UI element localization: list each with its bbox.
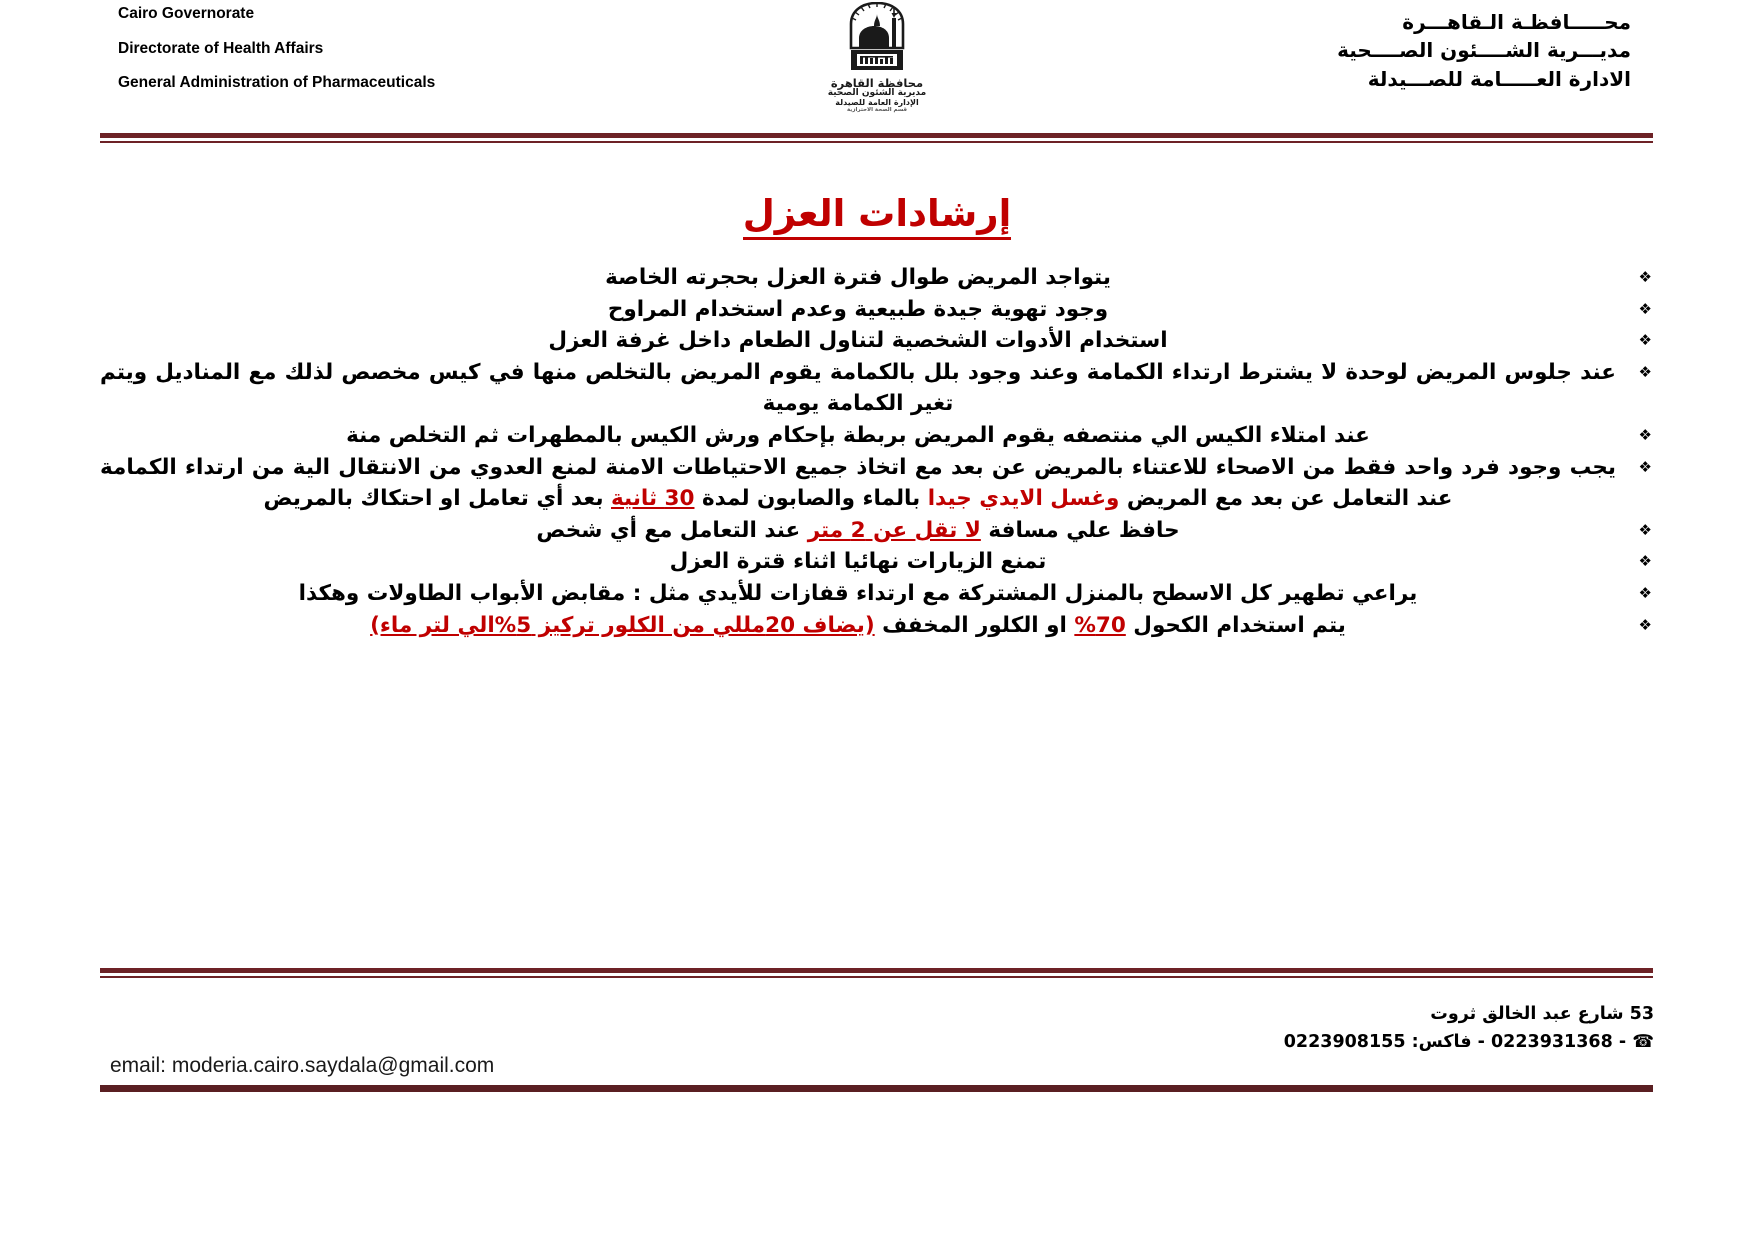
bullet-marker-icon: ❖ — [1638, 552, 1652, 571]
page-bottom-rule — [100, 1085, 1653, 1092]
bullet-marker-icon: ❖ — [1638, 520, 1652, 539]
instruction-run: او الكلور المخفف — [874, 612, 1075, 638]
instruction-run: بالماء والصابون لمدة — [694, 486, 928, 512]
emblem-caption-line-1: محافظة القاهرة — [830, 76, 924, 90]
header-ar-line-1: محـــــافظـة الـقاهـــرة — [1402, 10, 1631, 34]
cairo-governorate-emblem-icon — [782, 2, 972, 130]
instruction-run: وجود تهوية جيدة طبيعية وعدم استخدام المراوح — [607, 296, 1109, 322]
footer-contact-block — [1284, 1000, 1654, 1056]
instruction-item — [100, 515, 1654, 547]
header-arabic-block — [1011, 8, 1631, 93]
footer-divider-thin — [100, 976, 1653, 978]
instructions-list — [100, 262, 1654, 641]
header-english-block — [118, 6, 658, 110]
bullet-marker-icon: ❖ — [1638, 425, 1652, 444]
footer-phone: ☎ - 0223931368 - فاكس: 0223908155 — [1283, 1032, 1654, 1052]
instruction-text — [605, 265, 1111, 290]
instruction-text — [608, 297, 1108, 322]
instruction-run: عند جلوس المريض لوحدة لا يشترط ارتداء الكمامة وعند وجود بلل بالكمامة يقوم المريض بالتخلص منها في كيس مخصص لذلك مع المناديل ويتم تغير الكمامة يومية — [100, 359, 1616, 417]
header-en-line-3: General Administration of Pharmaceuticals — [118, 74, 436, 91]
header-en-line-1: Cairo Governorate — [118, 5, 255, 22]
page-title-text: إرشادات العزل — [743, 194, 1012, 240]
bullet-marker-icon: ❖ — [1638, 362, 1652, 381]
instruction-highlight: لا تقل عن 2 متر — [807, 517, 981, 543]
instruction-highlight: وغسل الايدي جيدا — [927, 486, 1120, 512]
instruction-item — [100, 262, 1654, 294]
instruction-item — [100, 357, 1654, 420]
footer-address: 53 شارع عبد الخالق ثروت — [1430, 1004, 1654, 1024]
bullet-marker-icon: ❖ — [1638, 583, 1652, 602]
footer-divider-thick — [100, 968, 1653, 973]
instruction-run: تمنع الزيارات نهائيا اثناء قترة العزل — [669, 549, 1047, 575]
header-divider-thin — [100, 141, 1653, 143]
bullet-marker-icon: ❖ — [1638, 331, 1652, 350]
instruction-text — [370, 613, 1346, 638]
instruction-highlight: (يضاف 20مللي من الكلور تركيز 5%الي لتر ماء) — [370, 612, 875, 638]
emblem-caption — [782, 77, 972, 114]
instruction-run: بعد أي تعامل او احتكاك بالمريض — [263, 486, 612, 512]
header-ar-line-2: مديـــرية الشــــئون الصــــحية — [1337, 38, 1631, 63]
header-en-line-2: Directorate of Health Affairs — [118, 39, 324, 57]
emblem-caption-line-2: مديرية الشئون الصحية — [827, 88, 927, 99]
instruction-item — [100, 325, 1654, 357]
instruction-item — [100, 452, 1654, 515]
bullet-marker-icon: ❖ — [1638, 457, 1652, 476]
instruction-text — [100, 360, 1616, 417]
bullet-marker-icon: ❖ — [1638, 299, 1652, 318]
page-title — [0, 194, 1754, 240]
instruction-run: عند التعامل مع أي شخص — [536, 517, 808, 543]
instruction-run: يتواجد المريض طوال فترة العزل بحجرته الخاصة — [605, 265, 1111, 290]
bullet-marker-icon: ❖ — [1638, 615, 1652, 634]
instruction-run: يتم استخدام الكحول — [1125, 612, 1346, 638]
instruction-item — [100, 546, 1654, 578]
instruction-item — [100, 610, 1654, 642]
instruction-run: يجب وجود فرد واحد فقط من الاصحاء للاعتناء بالمريض عن بعد مع اتخاذ جميع الاحتياطات الامنة لمنع العدوي من الانتقال الية من ارتداء الكمامة عند التعامل عن بعد مع المريض — [100, 454, 1616, 512]
instruction-highlight: 70% — [1074, 612, 1126, 638]
instruction-item — [100, 294, 1654, 326]
bullet-marker-icon: ❖ — [1638, 268, 1652, 286]
footer-email[interactable]: email: moderia.cairo.saydala@gmail.com — [110, 1054, 495, 1077]
header-divider-thick — [100, 133, 1653, 138]
instructions-section — [100, 262, 1654, 641]
instruction-text — [548, 328, 1167, 353]
instruction-text — [536, 518, 1179, 543]
instruction-run: عند امتلاء الكيس الي منتصفه يقوم المريض بربطة بإحكام ورش الكيس بالمطهرات ثم التخلص منة — [346, 422, 1370, 448]
page-footer — [100, 1000, 1654, 1120]
instruction-text — [670, 549, 1047, 574]
instruction-text — [299, 581, 1418, 606]
instruction-run: حافظ علي مسافة — [980, 517, 1180, 543]
page-header — [0, 0, 1754, 140]
instruction-text — [346, 423, 1370, 448]
header-ar-line-3: الادارة العـــــامة للصـــيدلة — [1367, 66, 1631, 91]
instruction-highlight: 30 ثانية — [611, 486, 695, 512]
instruction-text — [100, 455, 1616, 512]
emblem-caption-line-4: قسم الصحة الاحترازية — [846, 106, 908, 113]
instruction-run: يراعي تطهير كل الاسطح بالمنزل المشتركة مع ارتداء قفازات للأيدي مثل : مقابض الأبواب الطاولات وهكذا — [298, 580, 1418, 606]
emblem-caption-line-3: الإدارة العامة للصيدلة — [835, 98, 919, 108]
instruction-item — [100, 420, 1654, 452]
instruction-item — [100, 578, 1654, 610]
instruction-run: استخدام الأدوات الشخصية لتناول الطعام داخل غرفة العزل — [548, 328, 1168, 354]
